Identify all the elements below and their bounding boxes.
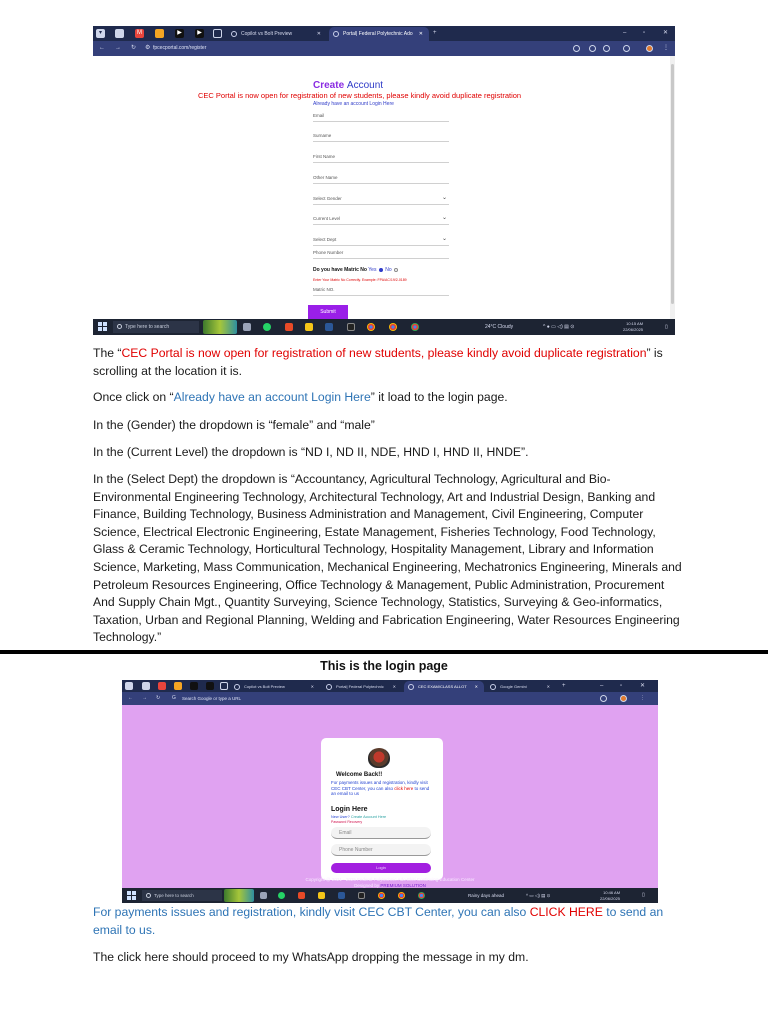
paragraph-gender: In the (Gender) the dropdown is “female” and “male” <box>93 418 375 432</box>
maximize-icon[interactable]: ▫ <box>643 30 646 36</box>
other-name-field[interactable] <box>313 173 449 184</box>
gmail-icon[interactable]: M <box>137 30 142 36</box>
matric-question-label: Do you have Matric No <box>313 267 367 273</box>
paragraph-marquee <box>93 345 683 380</box>
email-field[interactable] <box>313 111 449 122</box>
windows-start-icon[interactable] <box>98 322 107 331</box>
app-icon[interactable] <box>285 323 293 331</box>
tab-favicon-icon <box>490 684 496 690</box>
reload-icon[interactable]: ↻ <box>156 695 161 701</box>
search-highlight-image[interactable] <box>224 889 254 902</box>
word-icon[interactable] <box>325 323 333 331</box>
surname-field[interactable] <box>313 131 449 142</box>
search-icon <box>146 893 151 898</box>
forward-icon[interactable]: → <box>142 695 147 701</box>
tab-copilot[interactable] <box>227 27 327 41</box>
tab-favicon-icon <box>333 31 339 37</box>
windows-taskbar <box>122 888 658 903</box>
payment-text: to send an email to us. <box>93 905 664 937</box>
menu-icon[interactable] <box>125 682 133 690</box>
site-info-icon[interactable]: ⚙ <box>145 45 151 51</box>
email-placeholder: Email <box>339 830 352 836</box>
text-segment: The “ <box>93 346 122 360</box>
terminal-icon[interactable] <box>358 892 365 899</box>
register-screenshot <box>93 26 675 335</box>
system-tray-icon[interactable]: ^ ▭ ◁) ▤ ⊙ <box>526 893 551 898</box>
close-icon[interactable]: ✕ <box>546 684 550 689</box>
submit-button[interactable]: Submit <box>308 305 348 319</box>
chevron-down-icon: ⌄ <box>441 215 447 221</box>
polytechnic-crest-icon <box>368 748 390 768</box>
notice-text: CEC Portal is now open for registration of new students, please kindly avoid duplicate registration <box>121 346 647 360</box>
section-divider <box>0 650 768 654</box>
title-prefix: Create <box>313 80 345 91</box>
tab-favicon-icon <box>326 684 332 690</box>
file-explorer-icon[interactable] <box>318 892 325 899</box>
new-user-line <box>331 815 386 819</box>
clock-time: 10:46 AM <box>603 890 621 895</box>
text-segment: Once click on “ <box>93 390 174 404</box>
app-icon-2[interactable]: ▶ <box>195 29 204 38</box>
star-icon[interactable] <box>603 45 610 52</box>
tab-favicon-icon <box>408 684 414 690</box>
scrollbar[interactable] <box>670 56 675 319</box>
click-here-text: CLICK HERE <box>529 905 603 919</box>
paragraph-whatsapp: The click here should proceed to my WhatsApp dropping the message in my dm. <box>93 950 529 964</box>
login-link-text: Already have an account Login Here <box>173 390 371 404</box>
dept-select[interactable] <box>313 235 449 246</box>
taskbar-search[interactable] <box>113 321 199 333</box>
designed-by-label: Designed by <box>354 882 381 888</box>
whatsapp-icon[interactable] <box>263 323 271 331</box>
taskbar-search-text: Type here to search <box>125 324 170 330</box>
text-segment: ” is scrolling at the location it is. <box>93 346 663 378</box>
matric-yes-radio[interactable] <box>379 268 383 272</box>
tab-label: CEC EXAM/CLASS ALLOT <box>418 684 467 689</box>
tab-label: Portal| Federal Polytechnic <box>336 684 384 689</box>
app-icon[interactable] <box>190 682 198 690</box>
new-user-label: New User? <box>331 815 351 819</box>
footer-copyright <box>122 877 658 888</box>
window-close-icon[interactable]: ✕ <box>640 683 646 689</box>
google-icon[interactable]: G <box>172 695 176 701</box>
matric-yes-label: Yes <box>368 267 377 273</box>
scroll-thumb[interactable] <box>671 64 674 304</box>
click-here-link[interactable]: click here <box>394 785 414 791</box>
taskbar-clock[interactable] <box>600 890 620 902</box>
matric-no-radio[interactable] <box>394 268 398 272</box>
address-input[interactable]: Search Google or type a URL <box>182 696 242 701</box>
more-icon[interactable]: ⋮ <box>640 695 645 701</box>
close-icon[interactable]: ✕ <box>316 31 321 37</box>
minimize-icon[interactable]: – <box>623 30 627 36</box>
login-link[interactable]: Already have an account Login Here <box>313 101 394 107</box>
paragraph-level: In the (Current Level) the dropdown is “ND I, ND II, NDE, HND I, HND II, HNDE”. <box>93 445 529 459</box>
system-tray-icon[interactable]: ^ ● ▭ ◁) ▤ ⊙ <box>543 324 575 330</box>
copyright-text: Copyright @ 2021 - 2025 Federal Polytechnic Ado-Ekiti Continuing Education Center <box>305 877 475 882</box>
menu-icon[interactable]: ▾ <box>96 29 105 38</box>
payment-text: For payments issues and registration, kindly visit CEC CBT Center, you can also <box>93 905 530 919</box>
login-page <box>122 705 658 888</box>
minimize-icon[interactable]: – <box>600 683 604 689</box>
gmail-icon[interactable] <box>158 682 166 690</box>
taskbar-search-text: Type here to search <box>154 893 194 898</box>
tab-gemini[interactable] <box>486 681 556 692</box>
new-tab-icon[interactable]: + <box>562 683 566 689</box>
page-title <box>313 80 383 91</box>
payment-info <box>331 780 431 797</box>
app-icon[interactable]: ▶ <box>175 29 184 38</box>
window-close-icon[interactable]: ✕ <box>663 30 669 36</box>
field-placeholder: Other Name <box>313 175 338 180</box>
weather-widget[interactable]: 24°C Cloudy <box>485 324 514 330</box>
level-select[interactable] <box>313 214 449 225</box>
weather-widget[interactable]: Rainy days ahead <box>468 893 505 898</box>
sidebar-icon[interactable] <box>115 29 124 38</box>
profile-icon[interactable] <box>620 695 627 702</box>
phone-placeholder: Phone Number <box>339 847 373 853</box>
cast-icon[interactable] <box>573 45 580 52</box>
chrome-icon-2[interactable] <box>389 323 397 331</box>
tab-cec-exam[interactable] <box>404 681 484 692</box>
tab-label: Portal| Federal Polytechnic Ado <box>343 31 413 37</box>
back-icon[interactable]: ← <box>128 695 133 701</box>
more-icon[interactable]: ⋮ <box>663 45 669 51</box>
welcome-heading: Welcome Back!! <box>336 772 383 778</box>
word-icon[interactable] <box>338 892 345 899</box>
notification-icon[interactable]: ▯ <box>642 892 645 898</box>
first-name-field[interactable] <box>313 152 449 163</box>
login-heading: Login Here <box>331 806 368 813</box>
matric-no-label: No <box>385 267 392 273</box>
clock-time: 10:15 AM <box>626 321 644 326</box>
task-view-icon[interactable] <box>260 892 267 899</box>
phone-input[interactable] <box>331 844 431 856</box>
file-explorer-icon[interactable] <box>305 323 313 331</box>
tab-label: Copilot vs Bolt Preview <box>244 684 285 689</box>
tab-label: Google Gemini <box>500 684 527 689</box>
title-rest: Account <box>346 80 384 91</box>
field-placeholder: Phone Number <box>313 250 344 255</box>
field-placeholder: Surname <box>313 133 332 138</box>
bookmark-icon[interactable] <box>155 29 164 38</box>
login-button[interactable]: Login <box>331 863 431 873</box>
windows-start-icon[interactable] <box>127 891 136 900</box>
chevron-down-icon: ⌄ <box>441 195 447 201</box>
clock-date: 22/06/2025 <box>600 896 621 901</box>
email-input[interactable] <box>331 827 431 839</box>
designer-link[interactable]: PREMIUM SOLUTION <box>380 882 426 888</box>
matric-hint: Enter Your Matric No Correctly. Example: FPA/AC/19/2-0189 <box>313 278 407 282</box>
chrome-icon[interactable] <box>367 323 375 331</box>
chrome-icon-3[interactable] <box>411 323 419 331</box>
text-segment: ” it load to the login page. <box>370 390 508 404</box>
create-account-link[interactable]: Create Account Here <box>350 815 387 819</box>
login-page-heading: This is the login page <box>320 659 448 673</box>
login-screenshot <box>122 680 658 903</box>
chevron-down-icon: ⌄ <box>441 236 447 242</box>
select-value: Current Level <box>313 216 341 221</box>
select-value: Select Dept <box>313 237 337 242</box>
address-bar <box>93 41 675 56</box>
back-icon[interactable]: ← <box>99 45 105 51</box>
zoom-icon[interactable] <box>589 45 596 52</box>
bookmark-icon[interactable] <box>174 682 182 690</box>
app-icon-2[interactable] <box>206 682 214 690</box>
password-recovery-link[interactable]: Password Recovery <box>331 820 363 824</box>
terminal-icon[interactable] <box>347 323 355 331</box>
tab-favicon-icon <box>231 31 237 37</box>
paragraph-payment <box>93 904 683 939</box>
search-highlight-image[interactable] <box>203 320 237 334</box>
windows-taskbar <box>93 319 675 335</box>
search-icon <box>117 324 122 329</box>
select-value: Select Gender <box>313 196 342 201</box>
close-icon[interactable]: ✕ <box>392 684 396 689</box>
field-placeholder: First Name <box>313 154 336 159</box>
close-icon[interactable]: ✕ <box>474 684 478 689</box>
url-field[interactable]: fpcecportal.com/register <box>153 45 207 51</box>
gender-select[interactable] <box>313 194 449 205</box>
forward-icon[interactable]: → <box>115 45 121 51</box>
matric-question <box>313 267 398 273</box>
close-icon[interactable]: ✕ <box>418 31 423 37</box>
chrome-icon[interactable] <box>378 892 385 899</box>
whatsapp-icon[interactable] <box>278 892 285 899</box>
tab-copilot[interactable] <box>230 681 320 692</box>
globe-icon[interactable] <box>213 29 222 38</box>
info-text: For payments issues and registration, kindly visit CEC CBT Center, you can also <box>331 780 428 791</box>
reload-icon[interactable]: ↻ <box>131 45 137 51</box>
notification-icon[interactable]: ▯ <box>665 324 668 330</box>
maximize-icon[interactable]: ▫ <box>620 683 623 689</box>
tab-label: Copilot vs Bolt Preview <box>241 31 293 37</box>
close-icon[interactable]: ✕ <box>310 684 314 689</box>
field-placeholder: Email <box>313 113 325 118</box>
chrome-icon-2[interactable] <box>398 892 405 899</box>
taskbar-clock[interactable] <box>623 321 643 333</box>
paragraph-login-link <box>93 389 683 407</box>
field-placeholder: Matric NO. <box>313 287 335 292</box>
registration-notice-marquee: CEC Portal is now open for registration of new students, please kindly avoid duplicate registration <box>198 91 522 100</box>
tab-portal[interactable] <box>322 681 402 692</box>
app-icon[interactable] <box>298 892 305 899</box>
task-view-icon[interactable] <box>243 323 251 331</box>
paragraph-dept: In the (Select Dept) the dropdown is “Accountancy, Agricultural Technology, Agricultural and Bio-Environmental Engineering Technology, Architectural Technology, Art and Industrial Design, Banking and Finance, Building Technology, Business Administration and Management, Civil Engineering, Computer Science, Electrical Electronic Engineering, Estate Management, Fisheries Technology, Food Technology, Glass & Ceramic Technology, Horticultural Technology, Hospitality Management, Library and Information Science, Marketing, Mass Communication, Mechanical Engineering, Mechatronics Engineering, Minerals and Petroleum Resources Engineering, Office Technology & Management, Public Administration, Procurement And Supply Chain Mgt., Quantity Surveying, Science Technology, Statistics, Surveying & Geo-informatics, Taxation, Urban and Regional Planning, Welding and Fabrication Engineering, Water Resources Engineering Technology.” <box>93 472 682 645</box>
profile-icon[interactable] <box>646 45 653 52</box>
clock-date: 22/06/2025 <box>623 327 644 332</box>
tab-portal[interactable] <box>329 27 429 41</box>
new-tab-icon[interactable]: + <box>433 30 437 36</box>
sidebar-icon[interactable] <box>142 682 150 690</box>
info-text: to send an email to us <box>331 785 430 796</box>
browser-tab-bar <box>122 680 658 692</box>
extensions-icon[interactable] <box>623 45 630 52</box>
address-bar <box>122 692 658 705</box>
extensions-icon[interactable] <box>600 695 607 702</box>
phone-field[interactable] <box>313 248 449 259</box>
login-card <box>321 738 443 880</box>
tab-favicon-icon <box>234 684 240 690</box>
chrome-icon-3[interactable] <box>418 892 425 899</box>
browser-tab-bar <box>93 26 675 41</box>
matric-field[interactable] <box>313 285 449 296</box>
globe-icon[interactable] <box>220 682 228 690</box>
taskbar-search[interactable] <box>142 890 222 901</box>
